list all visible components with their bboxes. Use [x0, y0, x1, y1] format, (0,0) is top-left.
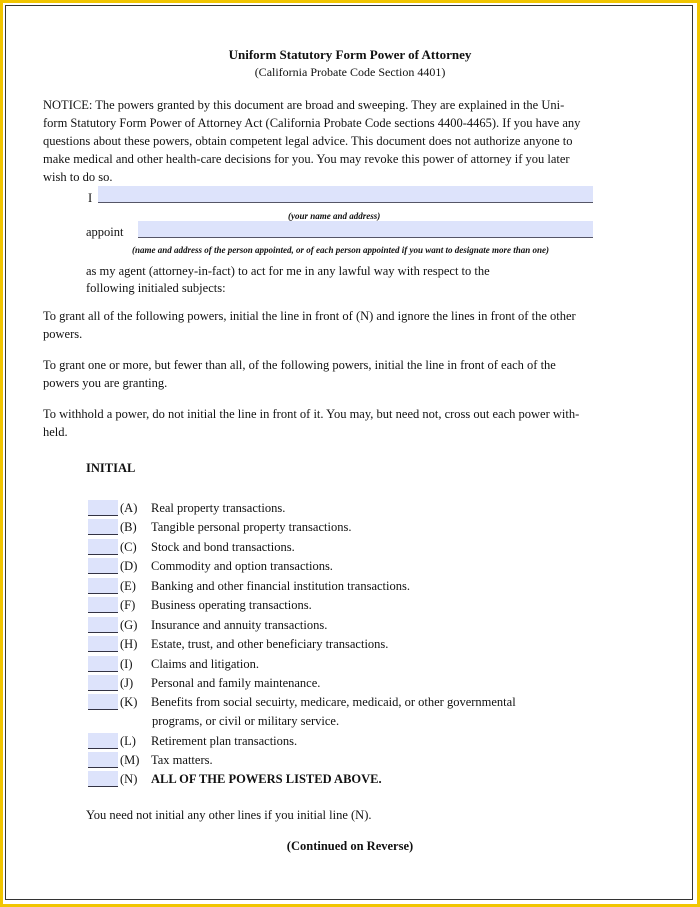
- instruction-some-line: powers you are granting.: [43, 376, 168, 390]
- continued-label: (Continued on Reverse): [286, 839, 414, 853]
- principal-caption: (your name and address): [288, 211, 381, 221]
- power-text: Retirement plan transactions.: [151, 734, 298, 748]
- agent-caption: (name and address of the person appointed, or of each person appointed if you want to designate more than one): [132, 245, 550, 255]
- power-text: Commodity and option transactions.: [151, 559, 333, 573]
- power-text: Personal and family maintenance.: [151, 676, 321, 690]
- initial-field-l[interactable]: [88, 733, 118, 749]
- initial-field-b[interactable]: [88, 519, 118, 535]
- power-text: Tangible personal property transactions.: [151, 520, 352, 534]
- agent-text-line: as my agent (attorney-in-fact) to act for me in any lawful way with respect to the: [86, 264, 490, 278]
- power-text: Real property transactions.: [151, 501, 286, 515]
- power-letter: (N): [120, 772, 138, 786]
- instruction-withhold-line: To withhold a power, do not initial the line in front of it. You may, but need not, cross out each power with-: [43, 407, 580, 421]
- notice-line: questions about these powers, obtain competent legal advice. This document does not authorize anyone to: [43, 134, 573, 148]
- initial-field-f[interactable]: [88, 597, 118, 613]
- power-letter: (D): [120, 559, 138, 573]
- power-letter: (F): [120, 598, 136, 612]
- instruction-some-line: To grant one or more, but fewer than all, of the following powers, initial the line in front of each of the: [43, 358, 556, 372]
- agent-text-line: following initialed subjects:: [86, 281, 226, 295]
- power-letter: (K): [120, 695, 138, 709]
- power-letter: (J): [120, 676, 134, 690]
- power-text: Banking and other financial institution transactions.: [151, 579, 410, 593]
- power-letter: (E): [120, 579, 136, 593]
- power-text: Estate, trust, and other beneficiary transactions.: [151, 637, 389, 651]
- initial-field-j[interactable]: [88, 675, 118, 691]
- power-letter: (I): [120, 657, 133, 671]
- document-title: Uniform Statutory Form Power of Attorney: [228, 47, 472, 62]
- initial-field-g[interactable]: [88, 617, 118, 633]
- power-letter: (M): [120, 753, 140, 767]
- power-letter: (G): [120, 618, 138, 632]
- document-page: [5, 5, 693, 900]
- initial-field-a[interactable]: [88, 500, 118, 516]
- agent-label: appoint: [86, 225, 124, 239]
- initial-field-i[interactable]: [88, 656, 118, 672]
- power-text-continuation: programs, or civil or military service.: [152, 714, 340, 728]
- power-text: Business operating transactions.: [151, 598, 312, 612]
- initial-field-c[interactable]: [88, 539, 118, 555]
- power-text: Benefits from social secuirty, medicare, medicaid, or other governmental: [151, 695, 516, 709]
- power-text: Stock and bond transactions.: [151, 540, 295, 554]
- notice-line: wish to do so.: [43, 170, 113, 184]
- notice-line: make medical and other health-care decisions for you. You may revoke this power of attorney if you later: [43, 152, 570, 166]
- initial-heading: INITIAL: [86, 461, 136, 475]
- instruction-withhold-line: held.: [43, 425, 68, 439]
- initial-field-m[interactable]: [88, 752, 118, 768]
- initial-field-e[interactable]: [88, 578, 118, 594]
- instruction-all-line: To grant all of the following powers, initial the line in front of (N) and ignore the lines in front of the other: [43, 309, 576, 323]
- power-text: Insurance and annuity transactions.: [151, 618, 328, 632]
- initial-field-h[interactable]: [88, 636, 118, 652]
- agent-name-field[interactable]: [138, 221, 593, 238]
- power-text: ALL OF THE POWERS LISTED ABOVE.: [151, 772, 382, 786]
- notice-line: NOTICE: The powers granted by this document are broad and sweeping. They are explained in the Uni-: [43, 98, 565, 112]
- power-text: Claims and litigation.: [151, 657, 259, 671]
- power-letter: (C): [120, 540, 137, 554]
- instruction-all-line: powers.: [43, 327, 83, 341]
- document-subtitle: (California Probate Code Section 4401): [254, 65, 446, 79]
- power-letter: (L): [120, 734, 136, 748]
- footer-note: You need not initial any other lines if you initial line (N).: [86, 808, 372, 822]
- initial-field-n[interactable]: [88, 771, 118, 787]
- notice-line: form Statutory Form Power of Attorney Act (California Probate Code sections 4400-4465). If you have any: [43, 116, 581, 130]
- power-text: Tax matters.: [151, 753, 213, 767]
- initial-field-k[interactable]: [88, 694, 118, 710]
- power-letter: (H): [120, 637, 138, 651]
- principal-label: I: [88, 191, 93, 205]
- power-letter: (B): [120, 520, 137, 534]
- initial-field-d[interactable]: [88, 558, 118, 574]
- power-letter: (A): [120, 501, 138, 515]
- principal-name-field[interactable]: [98, 186, 593, 203]
